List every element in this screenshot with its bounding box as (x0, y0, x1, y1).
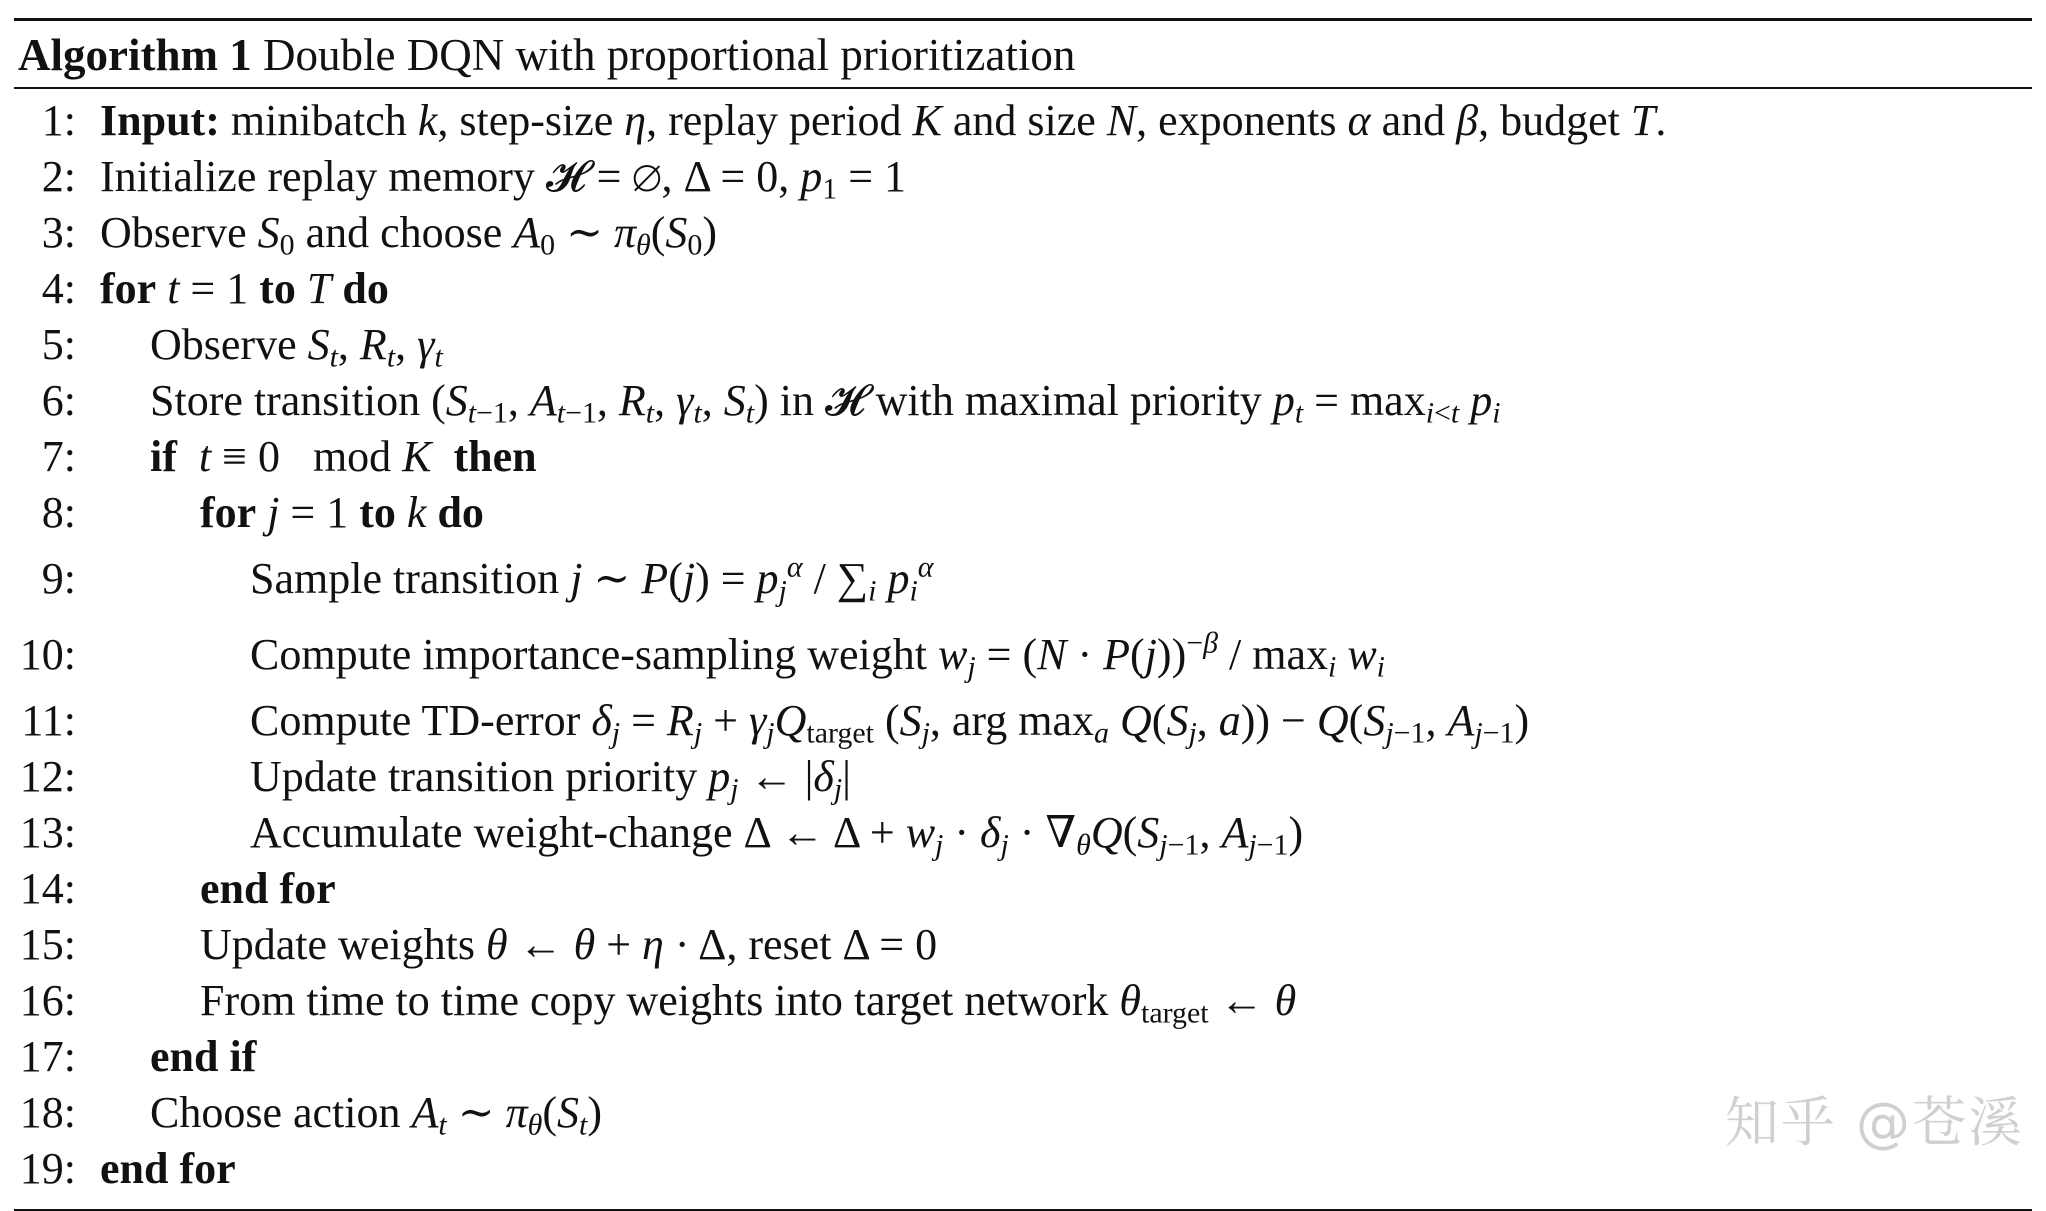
algorithm-line (14, 617, 2032, 693)
line-content: Observe $S_t$, $R_t$, $\gamma_t$ (150, 320, 443, 374)
line-content: From time to time copy weights into target network $\theta_{target}$ ← θ (200, 976, 1297, 1030)
line-number: 3: (41, 208, 76, 257)
algorithm-line (14, 149, 2032, 205)
algorithm-line (14, 261, 2032, 317)
line-number: 14: (19, 864, 76, 913)
algorithm-line (14, 205, 2032, 261)
algorithm-line (14, 917, 2032, 973)
line-number: 9: (41, 554, 76, 603)
line-content: for t = 1 to T do (100, 264, 389, 313)
algorithm-title: Double DQN with proportional prioritization (262, 30, 1076, 80)
line-number: 16: (19, 976, 76, 1025)
algorithm-line (14, 317, 2032, 373)
algorithm-line (14, 93, 2032, 149)
line-content: Update transition priority $p_j$ ← $|\delta_j|$ (250, 752, 851, 806)
line-content: Observe $S_0$ and choose $A_0$ ∼ $\pi_\theta(S_0)$ (100, 208, 718, 262)
algorithm-line (14, 693, 2032, 749)
line-content: end if (150, 1032, 257, 1081)
algorithm-label: Algorithm 1 (18, 30, 252, 80)
algorithm-line (14, 1029, 2032, 1085)
line-number: 10: (19, 630, 76, 679)
line-content: Update weights θ ← θ + η · Δ, reset Δ = 0 (200, 920, 938, 969)
line-number: 12: (19, 752, 76, 801)
algorithm-line (14, 805, 2032, 861)
line-content: for j = 1 to k do (200, 488, 484, 537)
line-number: 6: (41, 376, 76, 425)
line-number: 7: (41, 432, 76, 481)
line-number: 13: (19, 808, 76, 857)
algorithm-lines (14, 89, 2032, 1197)
line-content: Initialize replay memory 𝓗 = ∅, Δ = 0, $p_1 = 1$ (100, 152, 907, 206)
line-number: 17: (19, 1032, 76, 1081)
algorithm-line (14, 973, 2032, 1029)
algorithm-line (14, 749, 2032, 805)
line-number: 19: (19, 1144, 76, 1193)
line-number: 5: (41, 320, 76, 369)
line-content: Compute importance-sampling weight $w_j = (N \cdot P(j))^{-\beta} / \max_i w_i$ (250, 626, 1385, 684)
line-number: 8: (41, 488, 76, 537)
line-number: 1: (41, 96, 76, 145)
algorithm-box (14, 18, 2032, 1211)
line-content: Store transition ($S_{t-1}$, $A_{t-1}$, $R_t$, $\gamma_t$, $S_t$) in 𝓗 with maximal priority $p_t = \max_{i<t} p_i$ (150, 376, 1501, 430)
line-content: Compute TD-error $\delta_j = R_j + \gamma_jQ_{target}$ ($S_j$, arg $\max_a Q(S_j$, $a)) - Q(S_{j-1}$, $A_{j-1}$) (250, 696, 1530, 750)
line-content: end for (200, 864, 336, 913)
line-number: 11: (21, 696, 76, 745)
algorithm-line (14, 429, 2032, 485)
line-content: end for (100, 1144, 236, 1193)
line-content: Input: minibatch k, step-size η, replay period K and size N, exponents α and β, budget T. (100, 96, 1667, 145)
algorithm-caption (14, 21, 2032, 87)
line-content: Sample transition j ∼ $P(j) = p_j^\alpha / \sum_i$ $p_i^\alpha$ (250, 550, 934, 608)
line-number: 4: (41, 264, 76, 313)
algorithm-line (14, 541, 2032, 617)
line-number: 18: (19, 1088, 76, 1137)
line-number: 2: (41, 152, 76, 201)
algorithm-line (14, 373, 2032, 429)
line-content: Choose action $A_t$ ∼ $\pi_\theta(S_t)$ (150, 1088, 602, 1142)
algorithm-line (14, 861, 2032, 917)
line-content: if t ≡ 0 mod K then (150, 432, 537, 481)
line-content: Accumulate weight-change Δ ← $\Delta + w_j \cdot \delta_j \cdot \nabla_\theta Q(S_{j-1}$, $A_{j-1}$) (250, 808, 1304, 862)
algorithm-line (14, 485, 2032, 541)
watermark: 知乎 @苍溪 (1724, 1091, 2024, 1154)
line-number: 15: (19, 920, 76, 969)
